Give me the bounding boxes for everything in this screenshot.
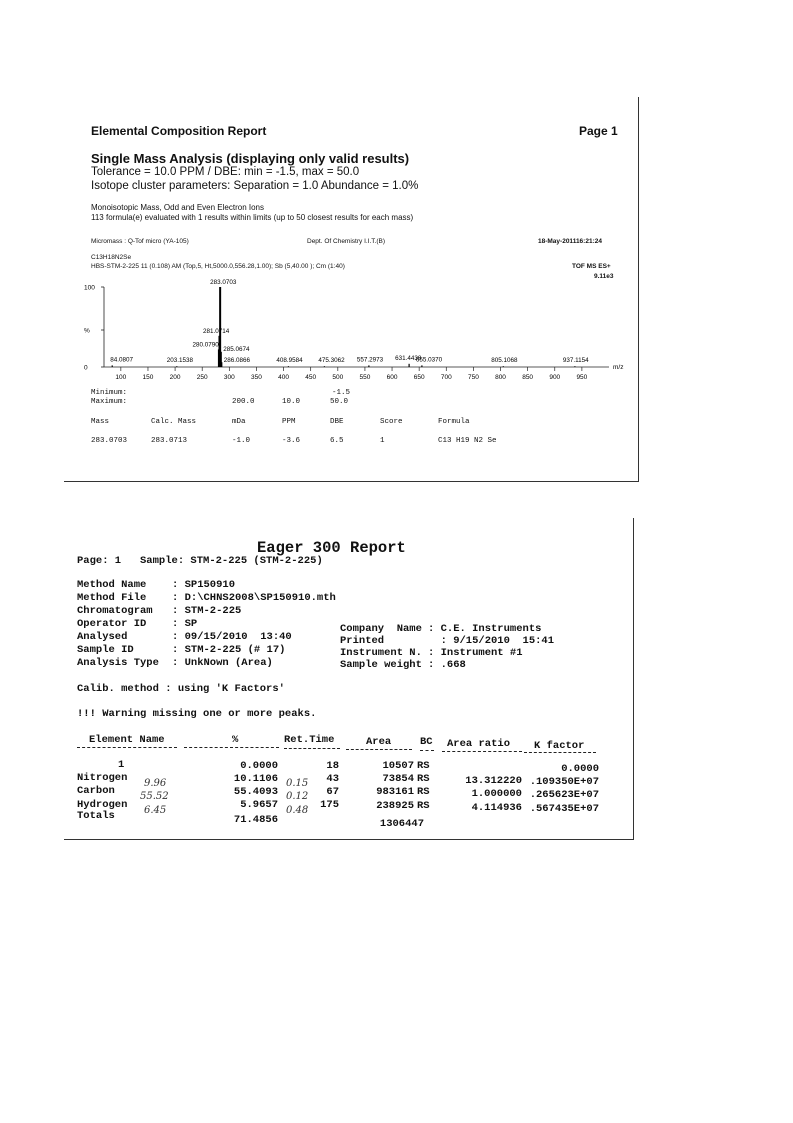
col-area-ratio: Area ratio bbox=[447, 738, 511, 750]
y-tick-label: % bbox=[84, 327, 90, 335]
totals-area: 1306447 bbox=[379, 817, 424, 830]
area-value: 983161 bbox=[376, 786, 414, 799]
peak-label: 557.2973 bbox=[356, 356, 384, 364]
field-value: : D:\CHNS2008\SP150910.mth bbox=[172, 592, 336, 604]
isotope-line: Isotope cluster parameters: Separation = 1.0 Abundance = 1.0% bbox=[91, 180, 419, 192]
result-dbe: 6.5 bbox=[330, 437, 344, 445]
handwritten-ret-time: 0.15 bbox=[286, 778, 309, 790]
tolerance-line: Tolerance = 10.0 PPM / DBE: min = -1.5, max = 50.0 bbox=[91, 166, 360, 178]
totals-label: Totals bbox=[77, 809, 115, 822]
peak-label: 283.0703 bbox=[210, 279, 237, 286]
ms-mode: TOF MS ES+ bbox=[572, 263, 611, 270]
separator bbox=[442, 751, 522, 752]
totals-percent: 71.4856 bbox=[233, 813, 278, 826]
area-value: 10507 bbox=[382, 760, 414, 772]
formulae-line: 113 formula(e) evaluated with 1 results within limits (up to 50 closest results for each mass) bbox=[91, 213, 414, 222]
bc-value: RS bbox=[417, 760, 430, 772]
calib-method: Calib. method : using 'K Factors' bbox=[77, 683, 285, 695]
col-percent: % bbox=[232, 734, 239, 746]
field-label: Method File bbox=[77, 592, 147, 604]
field-label: Sample weight bbox=[340, 659, 422, 671]
x-tick-label: 600 bbox=[386, 374, 398, 381]
bc-value: RS bbox=[417, 799, 430, 812]
eager-300-report bbox=[64, 518, 634, 840]
result-score: 1 bbox=[380, 437, 385, 445]
element-name: 1 bbox=[118, 759, 125, 771]
field-label: Analysed bbox=[77, 631, 128, 643]
field-value: : 9/15/2010 15:41 bbox=[428, 635, 555, 647]
element-name: Carbon bbox=[77, 785, 115, 798]
elemental-composition-report bbox=[64, 97, 639, 482]
separator bbox=[184, 747, 279, 748]
peak-label: 655.0370 bbox=[415, 356, 443, 364]
report-title: Elemental Composition Report bbox=[91, 124, 267, 138]
area-ratio-value: 4.114936 bbox=[471, 801, 522, 814]
separator bbox=[284, 748, 340, 749]
header-mass: Mass bbox=[91, 418, 110, 426]
x-tick-label: 150 bbox=[142, 374, 154, 381]
area-value: 73854 bbox=[382, 773, 414, 786]
peak-label: 84.0807 bbox=[110, 356, 133, 364]
field-label: Sample ID bbox=[77, 644, 134, 656]
field-value: : SP150910 bbox=[172, 579, 236, 591]
ion-type: Monoisotopic Mass, Odd and Even Electron Ions bbox=[91, 203, 264, 212]
report-subtitle: Single Mass Analysis (displaying only valid results) bbox=[91, 151, 410, 166]
percent-value: 5.9657 bbox=[240, 799, 278, 812]
x-tick-label: 850 bbox=[522, 374, 534, 381]
x-tick-label: 300 bbox=[223, 374, 235, 381]
k-factor-value: 0.0000 bbox=[561, 763, 599, 775]
peak-label: 286.0866 bbox=[223, 357, 251, 365]
field-value: : Instrument #1 bbox=[428, 647, 523, 659]
field-value: : C.E. Instruments bbox=[428, 623, 542, 635]
handwritten-ret-time: 0.48 bbox=[286, 804, 309, 816]
dbe-max: 50.0 bbox=[330, 398, 349, 406]
header-calc-mass: Calc. Mass bbox=[151, 418, 197, 426]
field-label: Operator ID bbox=[77, 618, 147, 630]
field-value: : SP bbox=[172, 618, 198, 630]
header-dbe: DBE bbox=[330, 418, 344, 426]
x-tick-label: 750 bbox=[467, 374, 479, 381]
col-bc: BC bbox=[420, 736, 433, 748]
x-tick-label: 950 bbox=[576, 374, 588, 381]
instrument-label: Micromass : Q-Tof micro (YA-105) bbox=[91, 238, 189, 245]
eager-title: Eager 300 Report bbox=[257, 539, 406, 557]
field-label: Chromatogram bbox=[77, 605, 153, 617]
result-ppm: -3.6 bbox=[282, 437, 301, 445]
field-value: : .668 bbox=[428, 659, 466, 671]
x-axis-label: m/z bbox=[613, 364, 624, 371]
col-k-factor: K factor bbox=[534, 740, 585, 752]
intensity-label: 9.11e3 bbox=[594, 273, 614, 280]
field-value: : 09/15/2010 13:40 bbox=[172, 631, 292, 643]
field-label: Instrument N. bbox=[340, 647, 422, 659]
x-tick-label: 500 bbox=[332, 374, 344, 381]
peak-label: 203.1538 bbox=[166, 357, 194, 365]
peak-label: 285.0674 bbox=[223, 345, 250, 353]
k-factor-value: .109350E+07 bbox=[529, 776, 599, 789]
col-ret-time: Ret.Time bbox=[284, 734, 335, 746]
result-calc-mass: 283.0713 bbox=[151, 437, 188, 445]
ret-time-value: 43 bbox=[326, 772, 339, 785]
handwritten-percent: 6.45 bbox=[144, 804, 167, 816]
ret-time-value: 18 bbox=[326, 759, 339, 772]
minimum-label: Minimum: bbox=[91, 389, 128, 397]
field-value: : STM-2-225 (# 17) bbox=[172, 644, 286, 656]
peak-label: 937.1154 bbox=[562, 357, 589, 365]
y-tick-label: 0 bbox=[84, 364, 88, 372]
page-number: Page 1 bbox=[579, 124, 618, 138]
ret-time-value: 67 bbox=[326, 785, 339, 798]
header-score: Score bbox=[380, 418, 403, 426]
bc-value: RS bbox=[417, 786, 430, 799]
x-tick-label: 550 bbox=[359, 374, 371, 381]
x-tick-label: 250 bbox=[196, 374, 208, 381]
field-value: : STM-2-225 bbox=[172, 605, 242, 617]
col-element-name: Element Name bbox=[89, 734, 165, 746]
k-factor-value: .567435E+07 bbox=[529, 802, 599, 815]
department-label: Dept. Of Chemistry I.I.T.(B) bbox=[307, 238, 386, 245]
element-name: Hydrogen bbox=[77, 798, 128, 811]
bc-value: RS bbox=[417, 773, 430, 786]
field-label: Company Name bbox=[340, 623, 422, 635]
peak-label: 408.9584 bbox=[276, 357, 303, 365]
peak-label: 805.1068 bbox=[491, 357, 518, 365]
x-tick-label: 450 bbox=[305, 374, 317, 381]
x-tick-label: 900 bbox=[549, 374, 561, 381]
field-value: : UnkNown (Area) bbox=[172, 657, 273, 669]
header-mda: mDa bbox=[232, 418, 246, 426]
peak-label: 280.0790 bbox=[192, 341, 219, 349]
col-area: Area bbox=[366, 736, 392, 748]
area-ratio-value: 13.312220 bbox=[465, 775, 522, 788]
datetime-label: 18-May-201116:21:24 bbox=[538, 238, 602, 245]
mass-spectrum-chart bbox=[64, 267, 639, 397]
scan-info: HBS-STM-2-225 11 (0.108) AM (Top,5, Ht,5000.0,556.28,1.00); Sb (5,40.00 ); Cm (1:40) bbox=[91, 263, 345, 270]
separator bbox=[524, 752, 596, 753]
element-name: Nitrogen bbox=[77, 772, 128, 785]
page-sample-line: Page: 1 Sample: STM-2-225 (STM-2-225) bbox=[77, 555, 323, 567]
x-tick-label: 800 bbox=[495, 374, 506, 381]
peak-label: 475.3062 bbox=[318, 357, 345, 365]
ppm-max: 10.0 bbox=[282, 398, 301, 406]
peak-label: 631.4438 bbox=[395, 354, 422, 362]
x-tick-label: 650 bbox=[413, 374, 425, 381]
header-formula: Formula bbox=[438, 418, 470, 426]
percent-value: 55.4093 bbox=[233, 785, 278, 798]
handwritten-ret-time: 0.12 bbox=[286, 791, 309, 803]
separator bbox=[420, 750, 434, 751]
warning-line: !!! Warning missing one or more peaks. bbox=[77, 708, 317, 720]
x-tick-label: 100 bbox=[115, 374, 127, 381]
area-ratio-value: 1.000000 bbox=[471, 788, 522, 801]
result-mda: -1.0 bbox=[232, 437, 251, 445]
field-label: Printed bbox=[340, 635, 385, 647]
area-value: 238925 bbox=[376, 799, 414, 812]
percent-value: 0.0000 bbox=[240, 759, 278, 772]
ret-time-value: 175 bbox=[320, 799, 339, 812]
handwritten-percent: 9.96 bbox=[144, 778, 167, 790]
result-mass: 283.0703 bbox=[91, 437, 128, 445]
peak-label: 281.0714 bbox=[203, 327, 230, 335]
y-tick-label: 100 bbox=[84, 284, 95, 292]
result-formula: C13 H19 N2 Se bbox=[438, 437, 497, 445]
handwritten-percent: 55.52 bbox=[140, 791, 169, 803]
x-tick-label: 400 bbox=[278, 374, 289, 381]
separator bbox=[346, 749, 412, 750]
field-label: Analysis Type bbox=[77, 657, 159, 669]
x-tick-label: 700 bbox=[440, 374, 452, 381]
x-tick-label: 350 bbox=[251, 374, 262, 381]
percent-value: 10.1106 bbox=[233, 772, 278, 785]
header-ppm: PPM bbox=[282, 418, 296, 426]
compound-label: C13H18N2Se bbox=[91, 254, 132, 261]
k-factor-value: .265623E+07 bbox=[529, 789, 599, 802]
dbe-min: -1.5 bbox=[332, 389, 351, 397]
separator bbox=[77, 747, 177, 748]
x-tick-label: 200 bbox=[169, 374, 181, 381]
mda-max: 200.0 bbox=[232, 398, 255, 406]
field-label: Method Name bbox=[77, 579, 147, 591]
maximum-label: Maximum: bbox=[91, 398, 128, 406]
